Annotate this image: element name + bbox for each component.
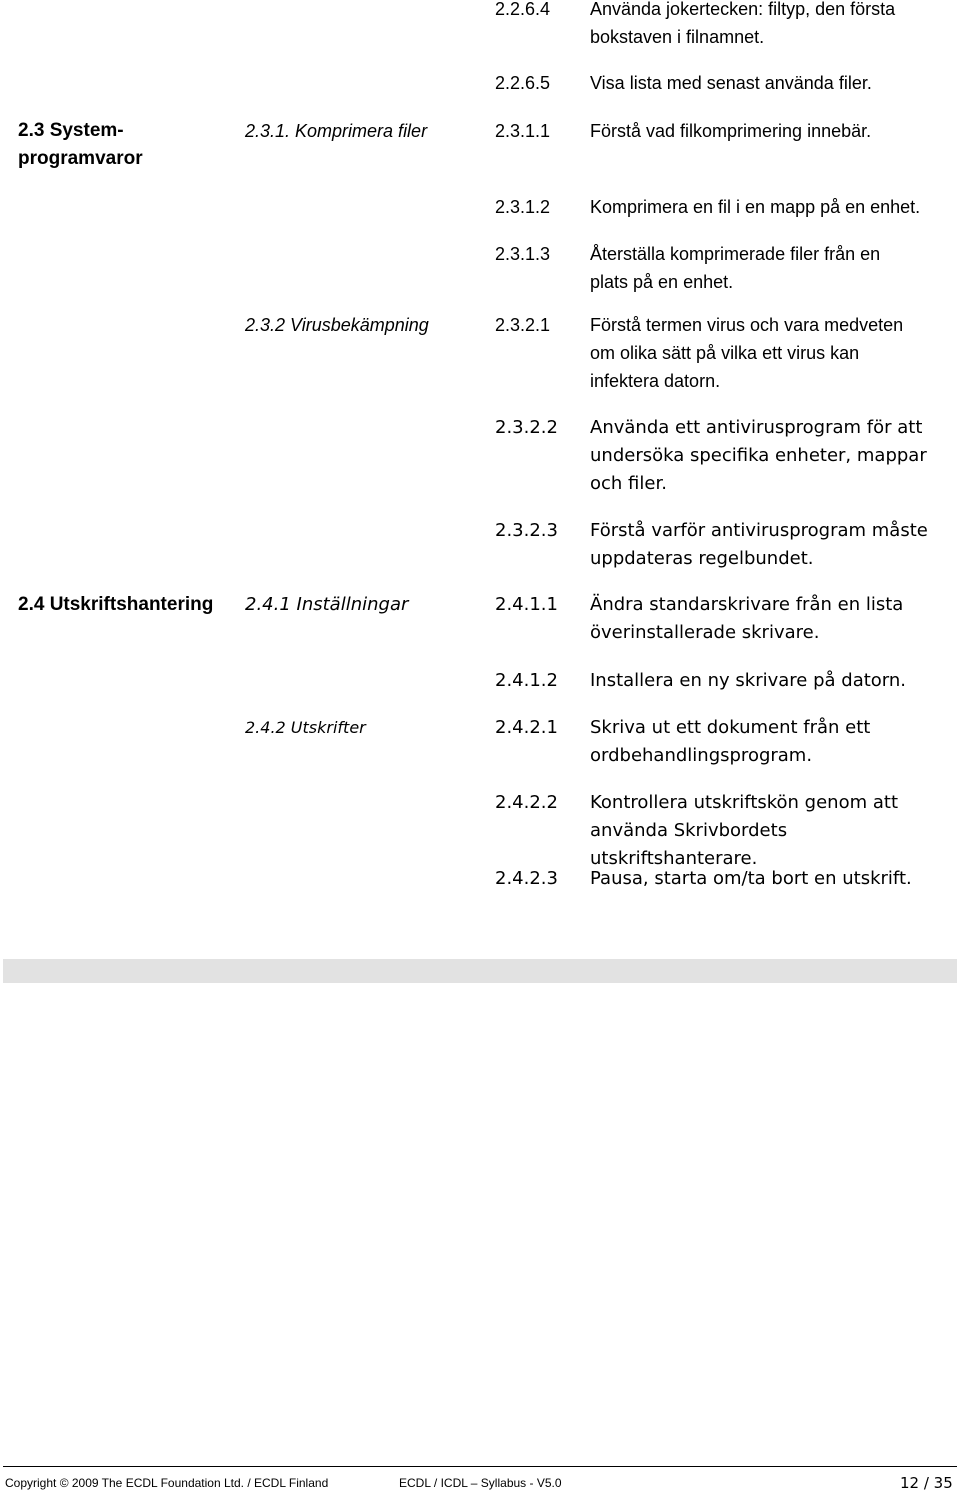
row-description: Skriva ut ett dokument från ett ordbehandlingsprogram. bbox=[590, 717, 871, 766]
row-description: Komprimera en fil i en mapp på en enhet. bbox=[590, 197, 921, 217]
row-ref: 2.3.1.3 bbox=[495, 244, 551, 264]
row-ref: 2.3.2.1 bbox=[495, 315, 551, 335]
subsection-2-3-2-label: 2.3.2 Virusbekämpning bbox=[245, 315, 429, 335]
subsection-2-4-1-label: 2.4.1 Inställningar bbox=[245, 594, 409, 615]
row-ref: 2.4.2.1 bbox=[495, 717, 558, 738]
table-end-bar bbox=[3, 959, 957, 983]
subsection-2-3-1-label: 2.3.1. Komprimera filer bbox=[245, 121, 428, 141]
row-ref: 2.4.2.2 bbox=[495, 792, 558, 813]
row-ref: 2.4.2.3 bbox=[495, 868, 558, 889]
row-description: Pausa, starta om/ta bort en utskrift. bbox=[590, 868, 912, 889]
row-description: Använda jokertecken: filtyp, den första bokstaven i filnamnet. bbox=[590, 0, 896, 47]
row-ref: 2.4.1.1 bbox=[495, 594, 558, 615]
row-description: Förstå vad filkomprimering innebär. bbox=[590, 121, 872, 141]
row-description: Återställa komprimerade filer från en plats på en enhet. bbox=[590, 244, 881, 292]
footer-divider bbox=[3, 1466, 957, 1467]
row-ref: 2.3.1.1 bbox=[495, 121, 551, 141]
footer-title: ECDL / ICDL – Syllabus - V5.0 bbox=[399, 1476, 562, 1490]
footer-copyright: Copyright © 2009 The ECDL Foundation Ltd. / ECDL Finland bbox=[5, 1476, 329, 1490]
row-ref: 2.3.1.2 bbox=[495, 197, 551, 217]
row-description: Kontrollera utskriftskön genom att använda Skrivbordets utskriftshanterare. bbox=[590, 792, 899, 869]
row-ref: 2.3.2.2 bbox=[495, 417, 558, 438]
row-description: Visa lista med senast använda filer. bbox=[590, 73, 872, 93]
row-ref: 2.2.6.5 bbox=[495, 73, 551, 93]
row-description: Installera en ny skrivare på datorn. bbox=[590, 670, 907, 691]
row-ref: 2.2.6.4 bbox=[495, 0, 551, 19]
row-ref: 2.3.2.3 bbox=[495, 520, 558, 541]
row-description: Ändra standarskrivare från en lista överinstallerade skrivare. bbox=[590, 594, 904, 643]
section-2-3-label: 2.3 System-programvaror bbox=[18, 120, 143, 169]
row-description: Förstå varför antivirusprogram måste uppdateras regelbundet. bbox=[590, 520, 928, 569]
subsection-2-4-2-label: 2.4.2 Utskrifter bbox=[245, 718, 366, 737]
row-ref: 2.4.1.2 bbox=[495, 670, 558, 691]
row-description: Förstå termen virus och vara medveten om olika sätt på vilka ett virus kan infektera datorn. bbox=[590, 315, 904, 391]
section-2-4-label: 2.4 Utskriftshantering bbox=[18, 594, 214, 615]
page-number: 12 / 35 bbox=[900, 1474, 953, 1492]
row-description: Använda ett antivirusprogram för att undersöka specifika enheter, mappar och filer. bbox=[590, 417, 927, 494]
